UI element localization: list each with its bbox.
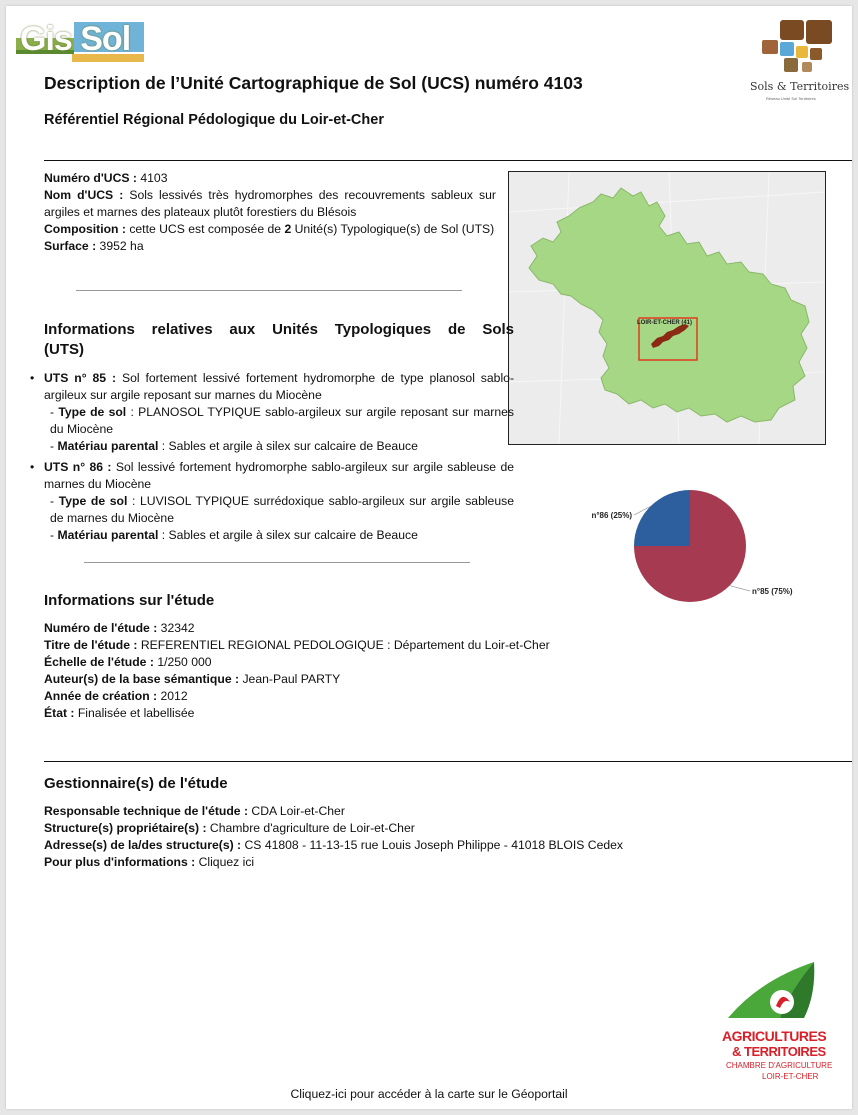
divider: [44, 761, 852, 762]
etude-info: [44, 620, 804, 722]
ucs-surface: Surface : 3952 ha: [44, 239, 144, 253]
map-label: LOIR-ET-CHER (41): [637, 320, 693, 326]
ucs-number: Numéro d'UCS : 4103: [44, 171, 168, 185]
ucs-composition: Composition : cette UCS est composée de 2 Unité(s) Typologique(s) de Sol (UTS): [44, 222, 495, 236]
logo-line4: LOIR-ET-CHER: [762, 1072, 819, 1081]
gestion-section-title: Gestionnaire(s) de l'étude: [44, 775, 228, 792]
etude-row: Numéro de l'étude : 32342: [44, 621, 195, 635]
logo-line2: & TERRITOIRES: [732, 1044, 826, 1059]
uts-section-title: Informations relatives aux Unités Typologiques de Sols (UTS): [44, 321, 514, 358]
sols-territoires-logo: [746, 18, 850, 108]
etude-row: Échelle de l'étude : 1/250 000: [44, 655, 212, 669]
divider: [76, 290, 462, 291]
gestion-row: Responsable technique de l'étude : CDA Loir-et-Cher: [44, 804, 345, 818]
etude-row: État : Finalisée et labellisée: [44, 706, 195, 720]
gestion-row: Pour plus d'informations : Cliquez ici: [44, 855, 255, 869]
geoportail-link[interactable]: Cliquez-ici pour accéder à la carte sur le Géoportail: [290, 1087, 568, 1101]
uts-pie-chart: [576, 476, 816, 606]
sols-territoires-subtext: Réseau Unité Sol Territoires: [766, 96, 816, 101]
gissol-logo: [16, 20, 146, 64]
report-page: [6, 6, 852, 1109]
uts-item: • UTS n° 85 : Sol fortement lessivé fortement hydromorphe de type planosol sablo-argileux sur argile reposant sur marnes du Miocène - Type de sol : PLANOSOL TYPIQUE sablo-argileux sur argile reposant sur marnes du Miocène - Matériau parental : Sables et argile à silex sur calcaire de Beauce: [30, 371, 514, 453]
ucs-info: [44, 170, 496, 255]
pie-label: n°86 (25%): [591, 511, 632, 520]
pie-slice: [634, 490, 690, 546]
page-title: Description de l’Unité Cartographique de Sol (UCS) numéro 4103: [44, 73, 583, 93]
chambre-agriculture-logo: [720, 960, 846, 1088]
location-map: [508, 171, 826, 445]
more-info-link[interactable]: Cliquez ici: [198, 855, 255, 869]
page-subtitle: Référentiel Régional Pédologique du Loir-et-Cher: [44, 112, 384, 128]
bullet: •: [30, 371, 35, 385]
divider: [84, 562, 470, 563]
ucs-name: Nom d'UCS : Sols lessivés très hydromorphes des recouvrements sableux sur argiles et marnes des plateaux plutôt forestiers du Blésois: [44, 188, 496, 219]
divider: [44, 160, 852, 161]
logo-line1: AGRICULTURES: [722, 1028, 827, 1044]
pie-leader-line: [730, 586, 750, 591]
gestion-row: Adresse(s) de la/des structure(s) : CS 41808 - 11-13-15 rue Louis Joseph Philippe - 41018 BLOIS Cedex: [44, 838, 624, 852]
gestion-info: [44, 803, 824, 871]
pie-label: n°85 (75%): [752, 587, 793, 596]
etude-row: Auteur(s) de la base sémantique : Jean-Paul PARTY: [44, 672, 341, 686]
etude-row: Année de création : 2012: [44, 689, 188, 703]
gestion-row: Structure(s) propriétaire(s) : Chambre d'agriculture de Loir-et-Cher: [44, 821, 415, 835]
bullet: •: [30, 460, 35, 474]
etude-row: Titre de l'étude : REFERENTIEL REGIONAL PEDOLOGIQUE : Département du Loir-et-Cher: [44, 638, 550, 652]
logo-line3: CHAMBRE D'AGRICULTURE: [726, 1061, 833, 1070]
sols-territoires-text: Sols & Territoires: [750, 80, 850, 93]
gissol-logo-text: Gis Sol: [20, 20, 131, 58]
etude-section-title: Informations sur l'étude: [44, 592, 215, 609]
uts-item: • UTS n° 86 : Sol lessivé fortement hydromorphe sablo-argileux sur argile sableuse de marnes du Miocène - Type de sol : LUVISOL TYPIQUE surrédoxique sablo-argileux sur argile sableuse de marnes du Miocène - Matériau parental : Sables et argile à silex sur calcaire de Beauce: [30, 460, 515, 542]
